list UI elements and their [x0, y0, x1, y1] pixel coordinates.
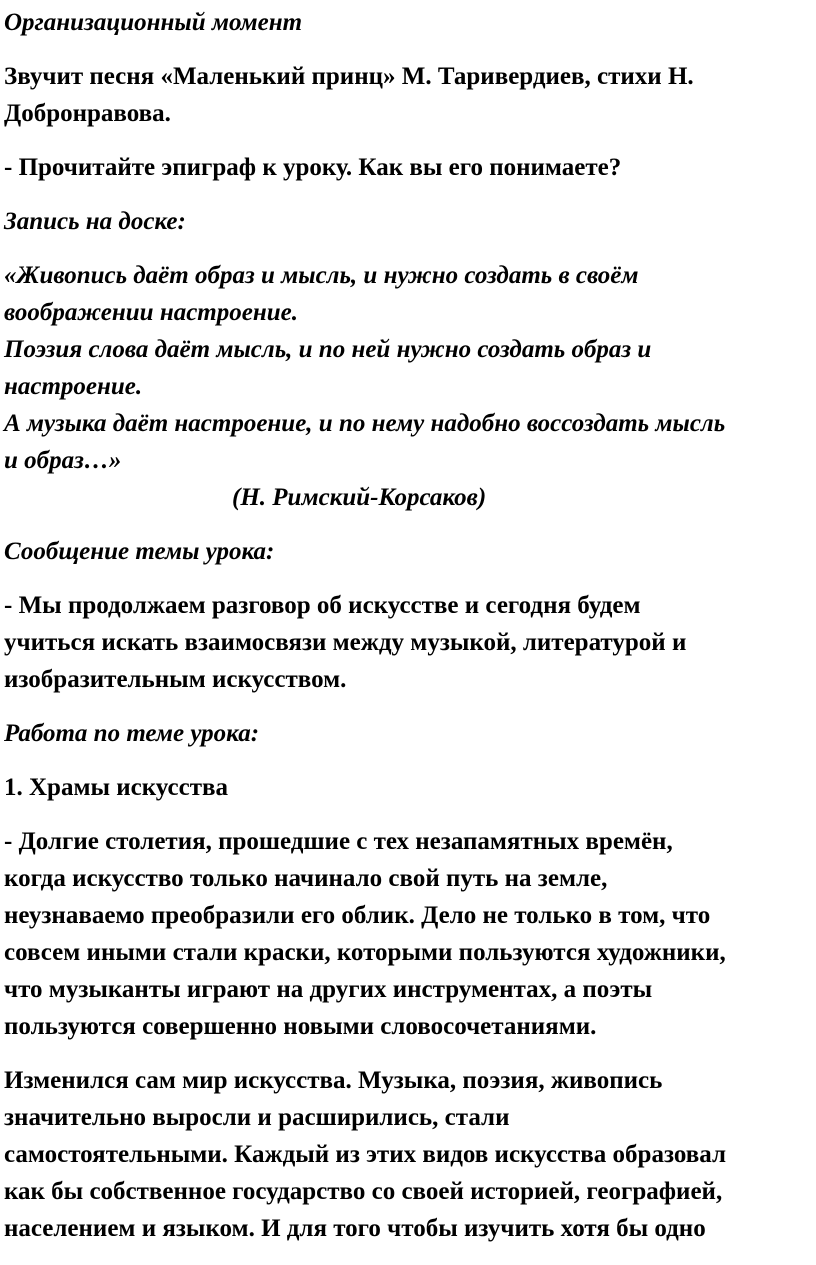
- text-line: учиться искать взаимосвязи между музыкой, литературой и: [4, 629, 687, 656]
- epigraph-line: и образ…»: [4, 447, 122, 474]
- text-line: самостоятельными. Каждый из этих видов искусства образовал: [4, 1141, 726, 1168]
- epigraph-line: А музыка даёт настроение, и по нему надобно воссоздать мысль: [4, 410, 726, 437]
- text-line: когда искусство только начинало свой путь на земле,: [4, 865, 608, 892]
- text-line: Звучит песня «Маленький принц» М. Таривердиев, стихи Н.: [4, 63, 694, 90]
- text-line: - Мы продолжаем разговор об искусстве и сегодня будем: [4, 592, 641, 619]
- song-paragraph: [4, 58, 812, 132]
- text-line: что музыканты играют на других инструментах, а поэты: [4, 976, 653, 1003]
- text-line: Изменился сам мир искусства. Музыка, поэзия, живопись: [4, 1067, 663, 1094]
- section-heading-organizational: Организационный момент: [4, 9, 303, 36]
- board-heading: Запись на доске:: [4, 208, 186, 235]
- epigraph-line: Поэзия слова даёт мысль, и по ней нужно создать образ и: [4, 336, 652, 363]
- epigraph-author: (Н. Римский-Корсаков): [232, 484, 487, 511]
- topic-heading: Сообщение темы урока:: [4, 538, 275, 565]
- section-title: 1. Храмы искусства: [4, 774, 229, 801]
- text-line: совсем иными стали краски, которыми пользуются художники,: [4, 939, 726, 966]
- text-line: как бы собственное государство со своей историей, географией,: [4, 1178, 723, 1205]
- topic-paragraph: [4, 587, 812, 698]
- text-line: значительно выросли и расширились, стали: [4, 1104, 510, 1131]
- epigraph-quote: [4, 257, 812, 516]
- epigraph-line: настроение.: [4, 373, 143, 400]
- text-line: Добронравова.: [4, 100, 171, 127]
- body-paragraph-1: [4, 823, 812, 1045]
- text-line: населением и языком. И для того чтобы изучить хотя бы одно: [4, 1215, 706, 1242]
- question-paragraph: - Прочитайте эпиграф к уроку. Как вы его понимаете?: [4, 154, 622, 181]
- epigraph-line: «Живопись даёт образ и мысль, и нужно создать в своём: [4, 262, 639, 289]
- text-line: - Долгие столетия, прошедшие с тех незапамятных времён,: [4, 828, 673, 855]
- text-line: пользуются совершенно новыми словосочетаниями.: [4, 1013, 597, 1040]
- body-paragraph-2: [4, 1062, 812, 1247]
- text-line: изобразительным искусством.: [4, 666, 347, 693]
- work-heading: Работа по теме урока:: [4, 720, 260, 747]
- text-line: неузнаваемо преобразили его облик. Дело не только в том, что: [4, 902, 711, 929]
- epigraph-line: воображении настроение.: [4, 299, 298, 326]
